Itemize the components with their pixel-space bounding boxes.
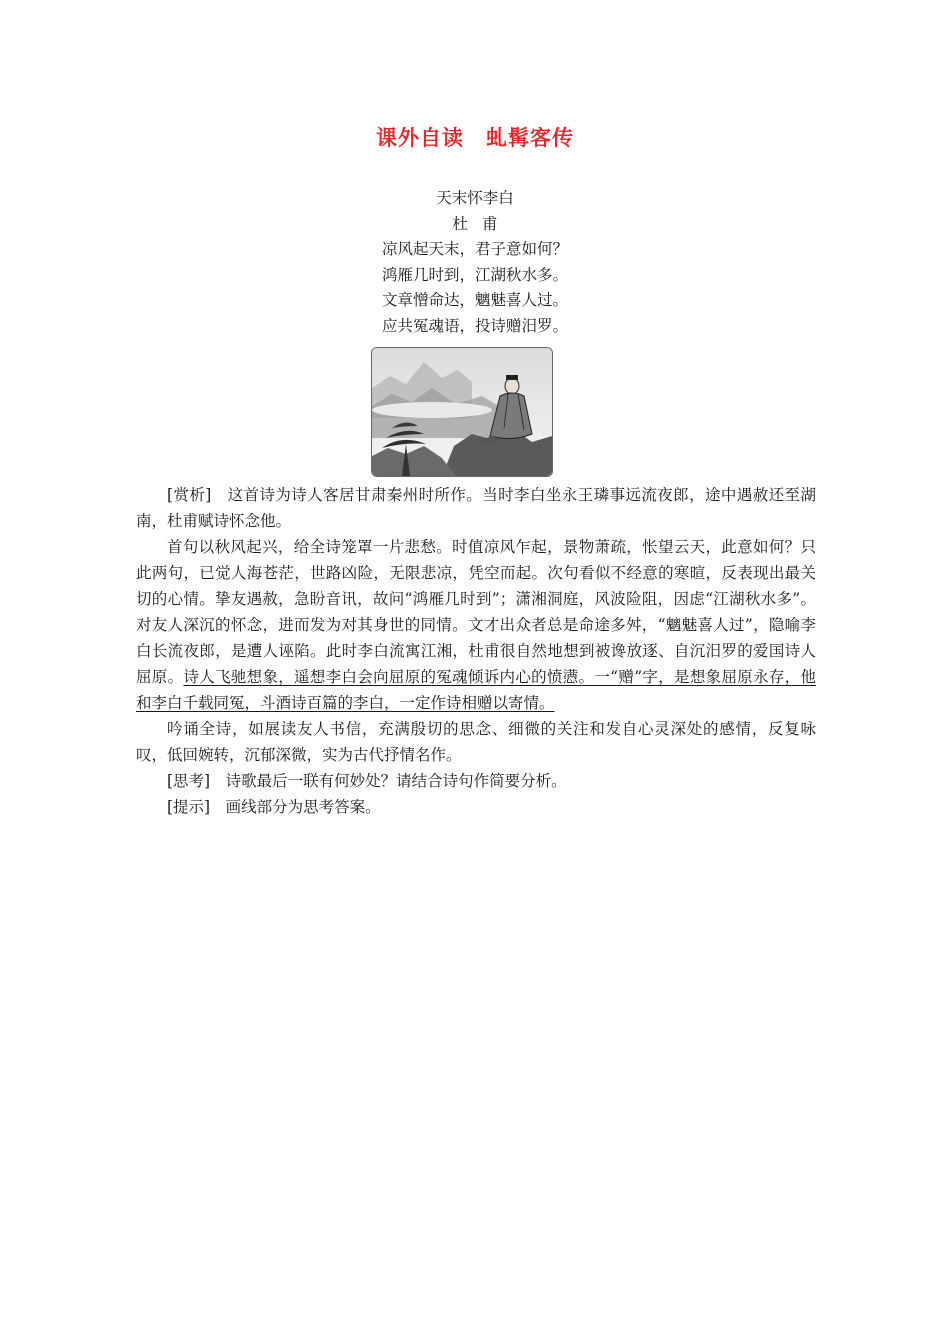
appreciation-paragraph: 吟诵全诗，如展读友人书信，充满殷切的思念、细微的关注和发自心灵深处的感情，反复咏叹，低回婉转，沉郁深微，实为古代抒情名作。 [136, 720, 816, 764]
poem-line: 凉风起天末，君子意如何？ [381, 240, 568, 258]
page-title: 课外自读 虬髯客传 [376, 126, 574, 150]
thinking-label: [思考] [167, 772, 211, 790]
poem-line: 鸿雁几时到，江湖秋水多。 [381, 265, 568, 284]
hint-label: [提示] [167, 798, 211, 816]
thinking-question: [思考] 诗歌最后一联有何妙处？请结合诗句作简要分析。 [167, 772, 567, 790]
poem-title: 天末怀李白 [436, 189, 514, 207]
poem-line: 应共冤魂语，投诗赠汨罗。 [381, 316, 568, 335]
underlined-answer: 诗人飞驰想象，遥想李白会向屈原的冤魂倾诉内心的愤懑。一“赠”字，是想象屈原永存，他和李白千载同冤，斗酒诗百篇的李白，一定作诗相赠以寄情。 [136, 668, 816, 712]
poem-author: 杜甫 [452, 214, 512, 233]
appreciation-section [136, 482, 816, 820]
appreciation-paragraph: [赏析] 这首诗为诗人客居甘肃秦州时所作。当时李白坐永王璘事远流夜郎，途中遇赦还至湖南，杜甫赋诗怀念他。 [136, 486, 816, 530]
landscape-icon [372, 348, 552, 476]
poem-line: 文章憎命达，魑魅喜人过。 [381, 291, 568, 309]
poem [0, 186, 950, 339]
appreciation-paragraph: 首句以秋风起兴，给全诗笼罩一片悲愁。时值凉风乍起，景物萧疏，怅望云天，此意如何？只此两句，已觉人海苍茫，世路凶险，无限悲凉，凭空而起。次句看似不经意的寒暄，反表现出最关切的心情。挚友遇赦，急盼音讯，故问“鸿雁几时到”；潇湘洞庭，风波险阻，因虑“江湖秋水多”。对友人深沉的怀念，进而发为对其身世的同情。文才出众者总是命途多舛，“魑魅喜人过”，隐喻李白长流夜郎，是遭人诬陷。此时李白流寓江湘，杜甫很自然地想到被谗放逐、自沉汨罗的爱国诗人屈原。诗人飞驰想象，遥想李白会向屈原的冤魂倾诉内心的愤懑。一“赠”字，是想象屈原永存，他和李白千载同冤，斗酒诗百篇的李白，一定作诗相赠以寄情。 [136, 538, 816, 712]
appreciation-label: [赏析] [167, 486, 212, 504]
hint: [提示] 画线部分为思考答案。 [167, 798, 381, 816]
poet-landscape-illustration [371, 347, 553, 477]
